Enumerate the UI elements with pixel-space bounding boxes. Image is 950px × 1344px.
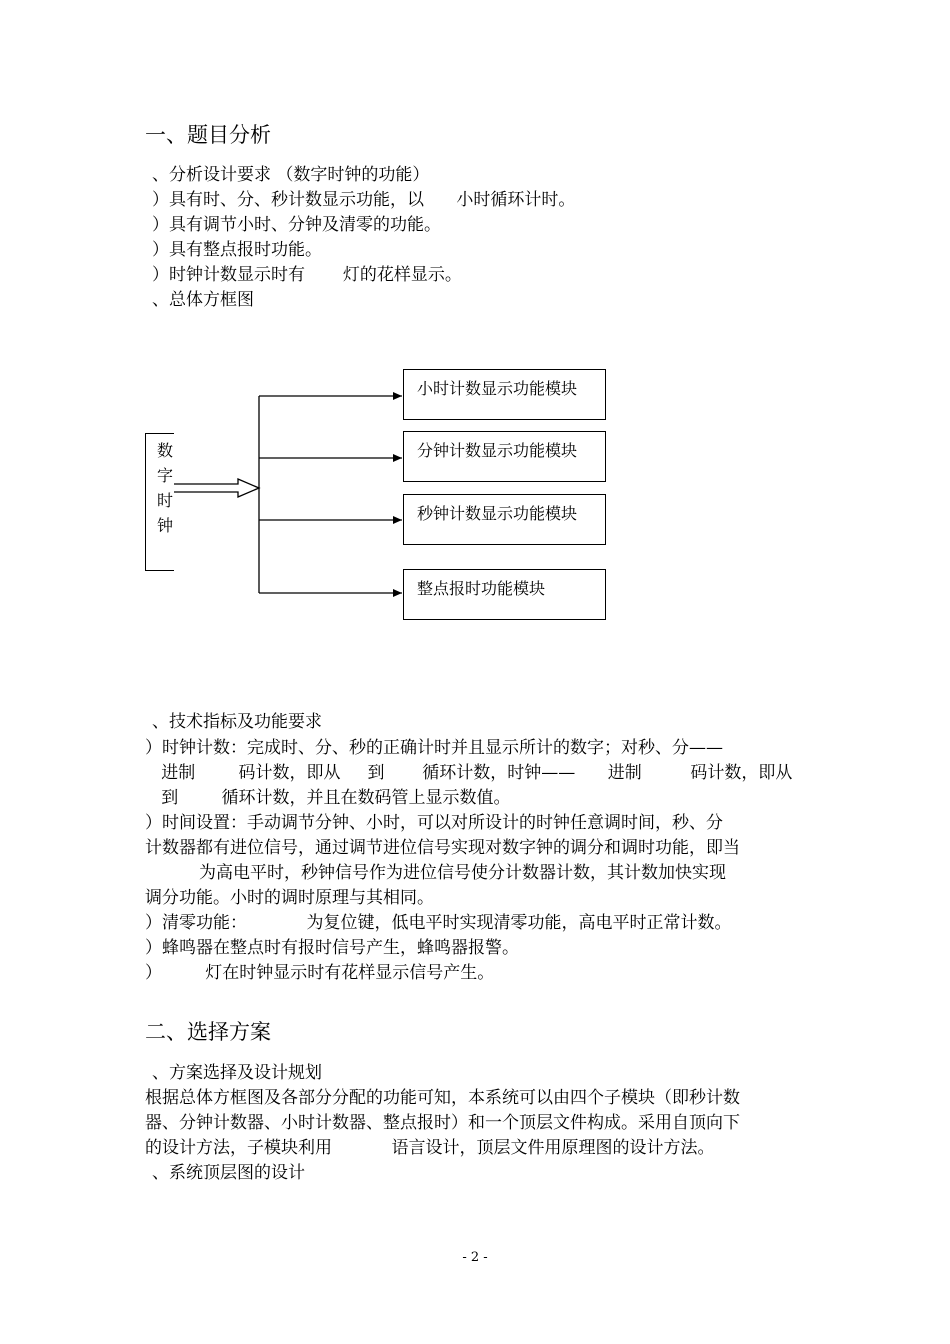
spec-line-4: ）时间设置：手动调节分钟、小时，可以对所设计的时钟任意调时间，秒、分: [145, 813, 723, 833]
section1-heading: 一、题目分析: [145, 123, 271, 147]
digital-clock-box: [145, 433, 174, 571]
source-char-3: 时: [157, 491, 174, 510]
spec-line-8: ）清零功能： 为复位键，低电平时实现清零功能，高电平时正常计数。: [145, 913, 732, 933]
spec-line-6: 为高电平时，秒钟信号作为进位信号使分计数器计数，其计数加快实现: [145, 863, 727, 883]
module-box-second: [403, 494, 606, 545]
section2-heading: 二、选择方案: [145, 1020, 271, 1044]
source-char-1: 数: [157, 441, 174, 460]
req-item-1: ）具有时、分、秒计数显示功能，以 小时循环计时。: [152, 190, 576, 210]
page-number: - 2 -: [462, 1250, 488, 1265]
source-char-4: 钟: [157, 516, 174, 535]
module-label-chime: 整点报时功能模块: [417, 579, 546, 598]
module-label-hour: 小时计数显示功能模块: [417, 379, 578, 398]
plan-title: 、方案选择及设计规划: [152, 1063, 322, 1083]
spec-line-9: ）蜂鸣器在整点时有报时信号产生，蜂鸣器报警。: [145, 938, 519, 958]
module-label-minute: 分钟计数显示功能模块: [417, 441, 578, 460]
req-item-2: ）具有调节小时、分钟及清零的功能。: [152, 215, 441, 235]
req-title: 、分析设计要求 （数字时钟的功能）: [152, 165, 430, 185]
module-box-hour: [403, 369, 606, 420]
plan-line-2: 器、分钟计数器、小时计数器、整点报时）和一个顶层文件构成。采用自顶向下: [145, 1113, 740, 1133]
module-box-minute: [403, 431, 606, 482]
top-level-title: 、系统顶层图的设计: [152, 1163, 305, 1183]
spec-line-2: 进制 码计数，即从 到 循环计数，时钟—— 进制 码计数，即从: [145, 763, 793, 783]
plan-line-3: 的设计方法，子模块利用 语言设计，顶层文件用原理图的设计方法。: [145, 1138, 715, 1158]
req-item-3: ）具有整点报时功能。: [152, 240, 322, 260]
spec-line-10: ） 灯在时钟显示时有花样显示信号产生。: [145, 963, 495, 983]
spec-line-1: ）时钟计数：完成时、分、秒的正确计时并且显示所计的数字；对秒、分——: [145, 738, 723, 758]
source-char-2: 字: [157, 466, 174, 485]
plan-line-1: 根据总体方框图及各部分分配的功能可知，本系统可以由四个子模块（即秒计数: [145, 1088, 740, 1108]
spec-line-3: 到 循环计数，并且在数码管上显示数值。: [145, 788, 511, 808]
block-diagram-title: 、总体方框图: [152, 290, 254, 310]
module-box-chime: [403, 569, 606, 620]
module-label-second: 秒钟计数显示功能模块: [417, 504, 578, 523]
spec-title: 、技术指标及功能要求: [152, 712, 322, 732]
req-item-4: ）时钟计数显示时有 灯的花样显示。: [152, 265, 462, 285]
spec-line-5: 计数器都有进位信号，通过调节进位信号实现对数字钟的调分和调时功能，即当: [145, 838, 740, 858]
hollow-arrow: [174, 479, 259, 497]
spec-line-7: 调分功能。小时的调时原理与其相同。: [145, 888, 434, 908]
